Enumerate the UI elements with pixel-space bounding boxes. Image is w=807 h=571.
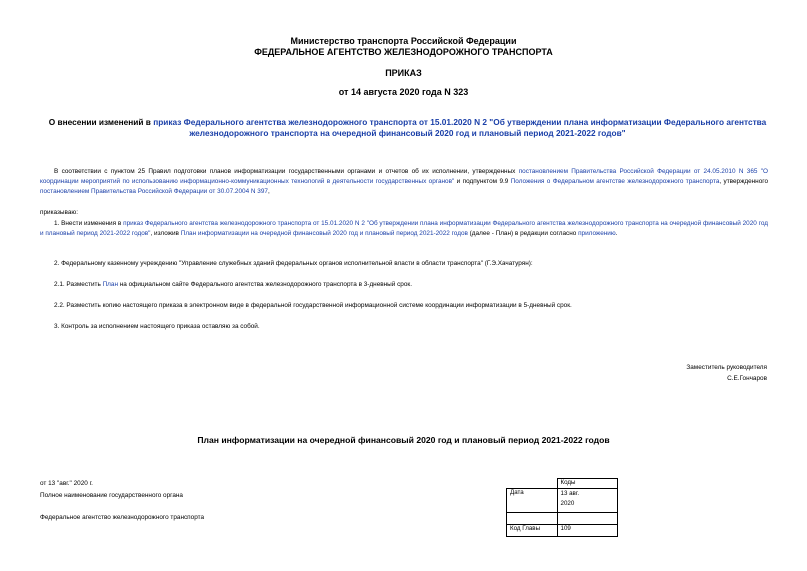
item-2-1 bbox=[54, 280, 412, 290]
agency-name: ФЕДЕРАЛЬНОЕ АГЕНТСТВО ЖЕЛЕЗНОДОРОЖНОГО ТРАНСПОРТА bbox=[254, 47, 553, 57]
title-order-link[interactable]: приказ Федерального агентства железнодорожного транспорта от 15.01.2020 N 2 "Об утверждении плана информатизации Федерального агентства железнодорожного транспорта на очередной финансовый 2020 год и плановый период 2021-2022 годов" bbox=[153, 117, 767, 138]
item-2-1-text-2: на официальном сайте Федерального агентства железнодорожного транспорта в 3-дневный срок. bbox=[117, 281, 412, 288]
item-3: 3. Контроль за исполнением настоящего приказа оставляю за собой. bbox=[54, 323, 260, 330]
preamble-text-1: В соответствии с пунктом 25 Правил подготовки планов информатизации государственными органами и отчетов об их исполнении, утвержденных bbox=[54, 168, 519, 175]
date-value-day: 13 авг. bbox=[560, 490, 580, 497]
document-type: ПРИКАЗ bbox=[385, 68, 422, 78]
preamble-text-3: , утвержденного bbox=[719, 178, 768, 185]
title-prefix: О внесении изменений в bbox=[48, 117, 154, 127]
date-label-cell: Дата bbox=[507, 489, 558, 513]
item-1-appendix-link[interactable]: приложению bbox=[578, 230, 616, 237]
codes-header: Коды bbox=[557, 479, 618, 489]
item-1-text-4: . bbox=[615, 230, 618, 237]
plan-date-line: от 13 "авг." 2020 г. bbox=[40, 480, 93, 487]
item-1-plan-link[interactable]: План информатизации на очередной финансовый 2020 год и плановый период 2021-2022 годов bbox=[180, 230, 468, 237]
signature-position: Заместитель руководителя bbox=[686, 364, 767, 371]
chapter-label-cell: Код Главы bbox=[507, 525, 558, 537]
item-1-text-1: 1. Внести изменения в bbox=[54, 220, 124, 227]
plan-org-name: Федеральное агентство железнодорожного транспорта bbox=[40, 514, 205, 521]
ministry-name: Министерство транспорта Российской Федерации bbox=[290, 36, 517, 46]
preamble-decree-397-link[interactable]: постановлением Правительства Российской Федерации от 30.07.2004 N 397 bbox=[40, 188, 268, 195]
preamble-text-4: , bbox=[267, 188, 270, 195]
codes-table bbox=[506, 478, 618, 537]
date-value-year: 2020 bbox=[560, 500, 575, 507]
date-value-cell bbox=[557, 489, 618, 513]
order-word: приказываю: bbox=[40, 209, 78, 216]
preamble-decree-link[interactable]: постановлением Правительства Российской Федерации от 24.05.2010 N 365 "О координации мероприятий по использованию информационно-коммуникационных технологий в деятельности государственных органов" bbox=[40, 168, 768, 185]
item-2: 2. Федеральному казенному учреждению "Управление служебных зданий федеральных органов исполнительной власти в области транспорта" (Г.Э.Хачатурян): bbox=[54, 260, 533, 267]
item-1-order-link[interactable]: приказ Федерального агентства железнодорожного транспорта от 15.01.2020 N 2 "Об утверждении плана информатизации Федерального агентства железнодорожного транспорта на очередной финансовый 2020 год и плановый период 2021-2022 годов" bbox=[40, 220, 768, 237]
item-1-paragraph bbox=[40, 219, 768, 239]
item-2-1-plan-link[interactable]: План bbox=[102, 281, 118, 288]
spacer-cell-right bbox=[557, 513, 618, 525]
spacer-cell-left bbox=[507, 513, 558, 525]
item-2-1-text-1: 2.1. Разместить bbox=[54, 281, 103, 288]
preamble-text-2: и подпунктом 9.9 bbox=[454, 178, 511, 185]
plan-title: План информатизации на очередной финансовый 2020 год и плановый период 2021-2022 годов bbox=[197, 435, 610, 445]
signature-name: С.Е.Гончаров bbox=[727, 375, 767, 382]
item-2-2: 2.2. Разместить копию настоящего приказа в электронном виде в федеральной государственной информационной системе координации информатизации в 5-дневный срок. bbox=[54, 302, 572, 309]
document-title bbox=[40, 117, 775, 139]
preamble-paragraph bbox=[40, 167, 768, 197]
item-1-text-3: (далее - План) в редакции согласно bbox=[467, 230, 579, 237]
plan-org-label: Полное наименование государственного органа bbox=[40, 492, 183, 499]
chapter-value-cell: 109 bbox=[557, 525, 618, 537]
preamble-regulation-link[interactable]: Положения о Федеральном агентстве железнодорожного транспорта bbox=[510, 178, 720, 185]
document-date: от 14 августа 2020 года N 323 bbox=[338, 87, 469, 97]
item-1-text-2: , изложив bbox=[150, 230, 181, 237]
codes-empty-cell bbox=[507, 479, 558, 489]
